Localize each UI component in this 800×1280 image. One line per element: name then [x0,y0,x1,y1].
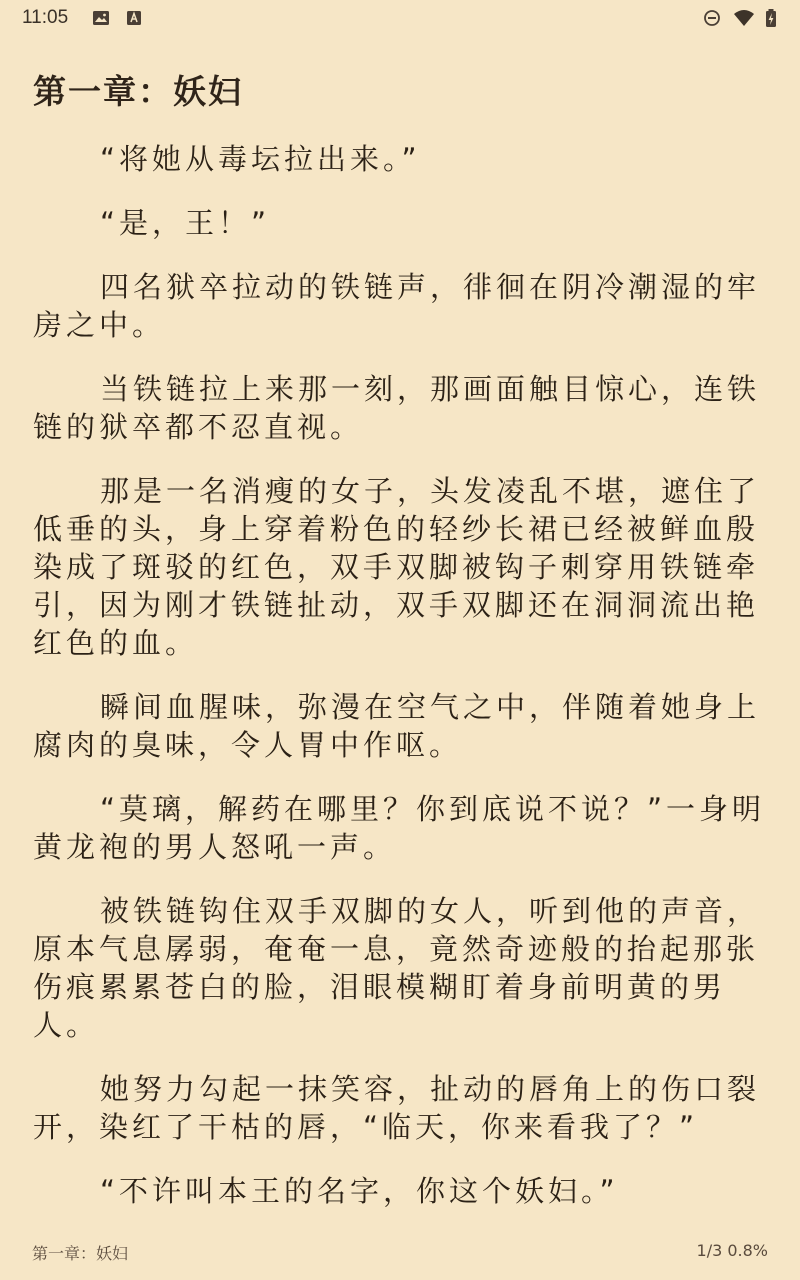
footer-progress: 1/3 0.8% [696,1241,768,1260]
reader-paragraph: “莫璃，解药在哪里？你到底说不说？”一身明黄龙袍的男人怒吼一声。 [33,792,766,864]
reader-content[interactable] [33,64,768,1224]
reader-paragraph: “将她从毒坛拉出来。” [100,142,421,176]
reader-footer [32,1241,768,1265]
reader-text [33,140,768,1210]
reader-paragraph: 那是一名消瘦的女子，头发凌乱不堪，遮住了低垂的头，身上穿着粉色的轻纱长裙已经被鲜血殷染成了斑驳的红色，双手双脚被钩子刺穿用铁链牵引，因为刚才铁链扯动，双手双脚还在洞洞流出艳红色的血。 [33,474,761,660]
status-bar [0,0,800,38]
text-a-icon [125,9,143,27]
reader-paragraph: 她努力勾起一抹笑容，扯动的唇角上的伤口裂开，染红了干枯的唇，“临天，你来看我了？” [33,1072,761,1144]
reader-paragraph: “是，王！” [100,206,271,240]
footer-chapter: 第一章：妖妇 [32,1244,129,1263]
reader-paragraph: 瞬间血腥味，弥漫在空气之中，伴随着她身上腐肉的臭味，令人胃中作呕。 [33,690,761,762]
reader-paragraph: “不许叫本王的名字，你这个妖妇。” [100,1174,619,1208]
battery-icon [765,9,777,27]
reader-paragraph: 四名狱卒拉动的铁链声，徘徊在阴冷潮湿的牢房之中。 [33,270,761,342]
wifi-icon [733,9,755,27]
reader-paragraph: 被铁链钩住双手双脚的女人，听到他的声音，原本气息孱弱，奄奄一息，竟然奇迹般的抬起那张伤痕累累苍白的脸，泪眼模糊盯着身前明黄的男人。 [33,894,761,1042]
image-icon [92,9,110,27]
reader-paragraph: 当铁链拉上来那一刻，那画面触目惊心，连铁链的狱卒都不忍直视。 [33,372,761,444]
status-time: 11:05 [22,7,69,28]
chapter-title: 第一章：妖妇 [33,72,243,111]
do-not-disturb-icon [703,9,721,27]
